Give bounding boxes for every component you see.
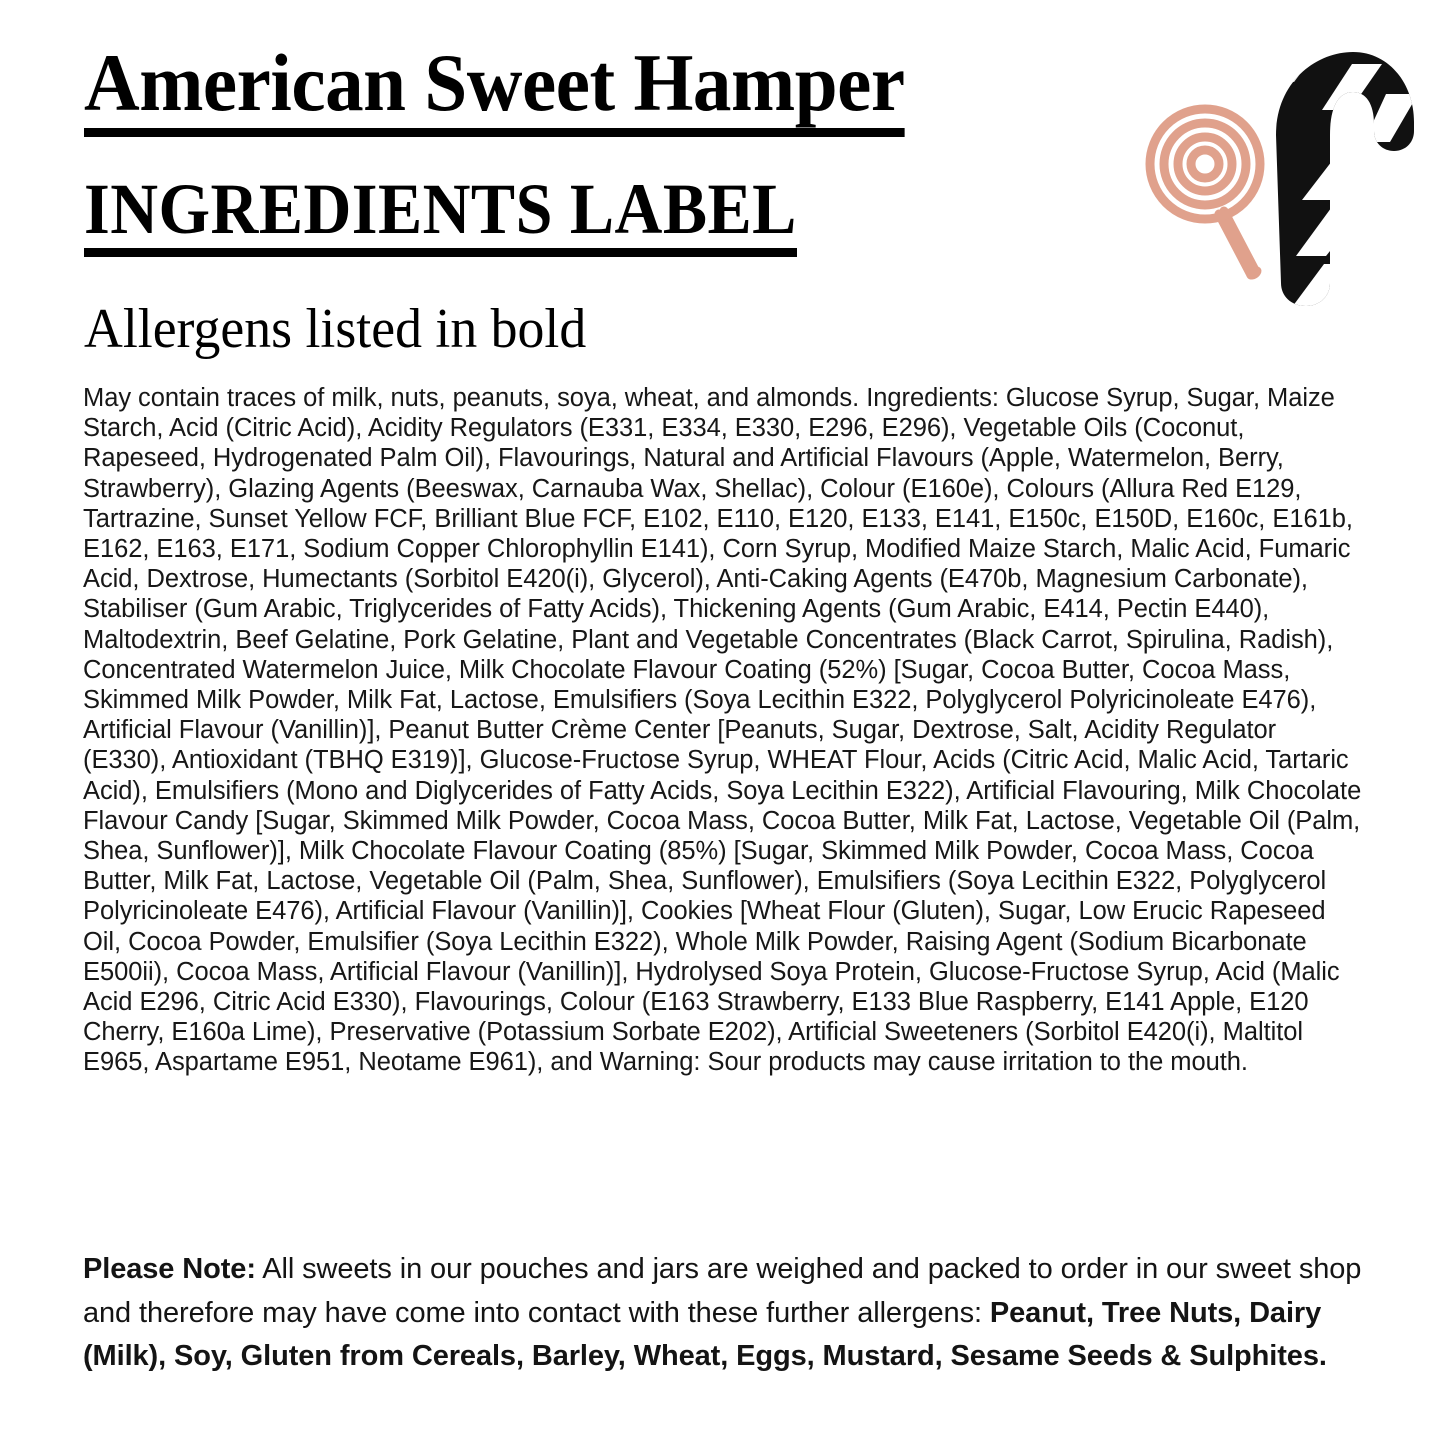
please-note-body: All sweets in our pouches and jars are weighed and packed to order in our sweet shop and therefore may have come into contact with these further allergens: bbox=[83, 1253, 1362, 1329]
further-allergens-list: Peanut, Tree Nuts, Dairy (Milk), Soy, Gluten from Cereals, Barley, Wheat, Eggs, Mustard, Sesame Seeds & Sulphites. bbox=[83, 1296, 1327, 1372]
label-header bbox=[84, 37, 1084, 360]
candy-cane-icon bbox=[1268, 42, 1418, 318]
ingredients-text: May contain traces of milk, nuts, peanuts, soya, wheat, and almonds. Ingredients: Glucose Syrup, Sugar, Maize Starch, Acid (Citric Acid), Acidity Regulators (E331, E334, E330, E296, E296), Vegetable Oils (Coconut, Rapeseed, Hydrogenated Palm Oil), Flavourings, Natural and Artificial Flavours (Apple, Watermelon, Berry, Strawberry), Glazing Agents (Beeswax, Carnauba Wax, Shellac), Colour (E160e), Colours (Allura Red E129, Tartrazine, Sunset Yellow FCF, Brilliant Blue FCF, E102, E110, E120, E133, E141, E150c, E150D, E160c, E161b, E162, E163, E171, Sodium Copper Chlorophyllin E141), Corn Syrup, Modified Maize Starch, Malic Acid, Fumaric Acid, Dextrose, Humectants (Sorbitol E420(i), Glycerol), Anti-Caking Agents (E470b, Magnesium Carbonate), Stabiliser (Gum Arabic, Triglycerides of Fatty Acids), Thickening Agents (Gum Arabic, E414, Pectin E440), Maltodextrin, Beef Gelatine, Pork Gelatine, Plant and Vegetable Concentrates (Black Carrot, Spirulina, Radish), Concentrated Watermelon Juice, Milk Chocolate Flavour Coating (52%) [Sugar, Cocoa Butter, Cocoa Mass, Skimmed Milk Powder, Milk Fat, Lactose, Emulsifiers (Soya Lecithin E322, Polyglycerol Polyricinoleate E476), Artificial Flavour (Vanillin)], Peanut Butter Crème Center [Peanuts, Sugar, Dextrose, Salt, Acidity Regulator (E330), Antioxidant (TBHQ E319)], Glucose-Fructose Syrup, WHEAT Flour, Acids (Citric Acid, Malic Acid, Tartaric Acid), Emulsifiers (Mono and Diglycerides of Fatty Acids, Soya Lecithin E322), Artificial Flavouring, Milk Chocolate Flavour Candy [Sugar, Skimmed Milk Powder, Cocoa Mass, Cocoa Butter, Milk Fat, Lactose, Vegetable Oil (Palm, Shea, Sunflower)], Milk Chocolate Flavour Coating (85%) [Sugar, Skimmed Milk Powder, Cocoa Mass, Cocoa Butter, Milk Fat, Lactose, Vegetable Oil (Palm, Shea, Sunflower), Emulsifiers (Soya Lecithin E322, Polyglycerol Polyricinoleate E476), Artificial Flavour (Vanillin)], Cookies [Wheat Flour (Gluten), Sugar, Low Erucic Rapeseed Oil, Cocoa Powder, Emulsifier (Soya Lecithin E322), Whole Milk Powder, Raising Agent (Sodium Bicarbonate E500ii), Cocoa Mass, Artificial Flavour (Vanillin)], Hydrolysed Soya Protein, Glucose-Fructose Syrup, Acid (Malic Acid E296, Citric Acid E330), Flavourings, Colour (E163 Strawberry, E133 Blue Raspberry, E141 Apple, E120 Cherry, E160a Lime), Preservative (Potassium Sorbate E202), Artificial Sweeteners (Sorbitol E420(i), Maltitol E965, Aspartame E951, Neotame E961), and Warning: Sour products may cause irritation to the mouth. bbox=[83, 384, 1362, 1077]
page-title: American Sweet Hamper bbox=[84, 42, 905, 137]
candy-artwork bbox=[1118, 38, 1424, 324]
allergen-tagline: Allergens listed in bold bbox=[84, 298, 587, 360]
please-note-block bbox=[83, 1248, 1368, 1379]
label-subtitle: INGREDIENTS LABEL bbox=[84, 173, 797, 257]
please-note-label: Please Note: bbox=[83, 1253, 256, 1285]
lollipop-icon bbox=[1150, 109, 1260, 275]
